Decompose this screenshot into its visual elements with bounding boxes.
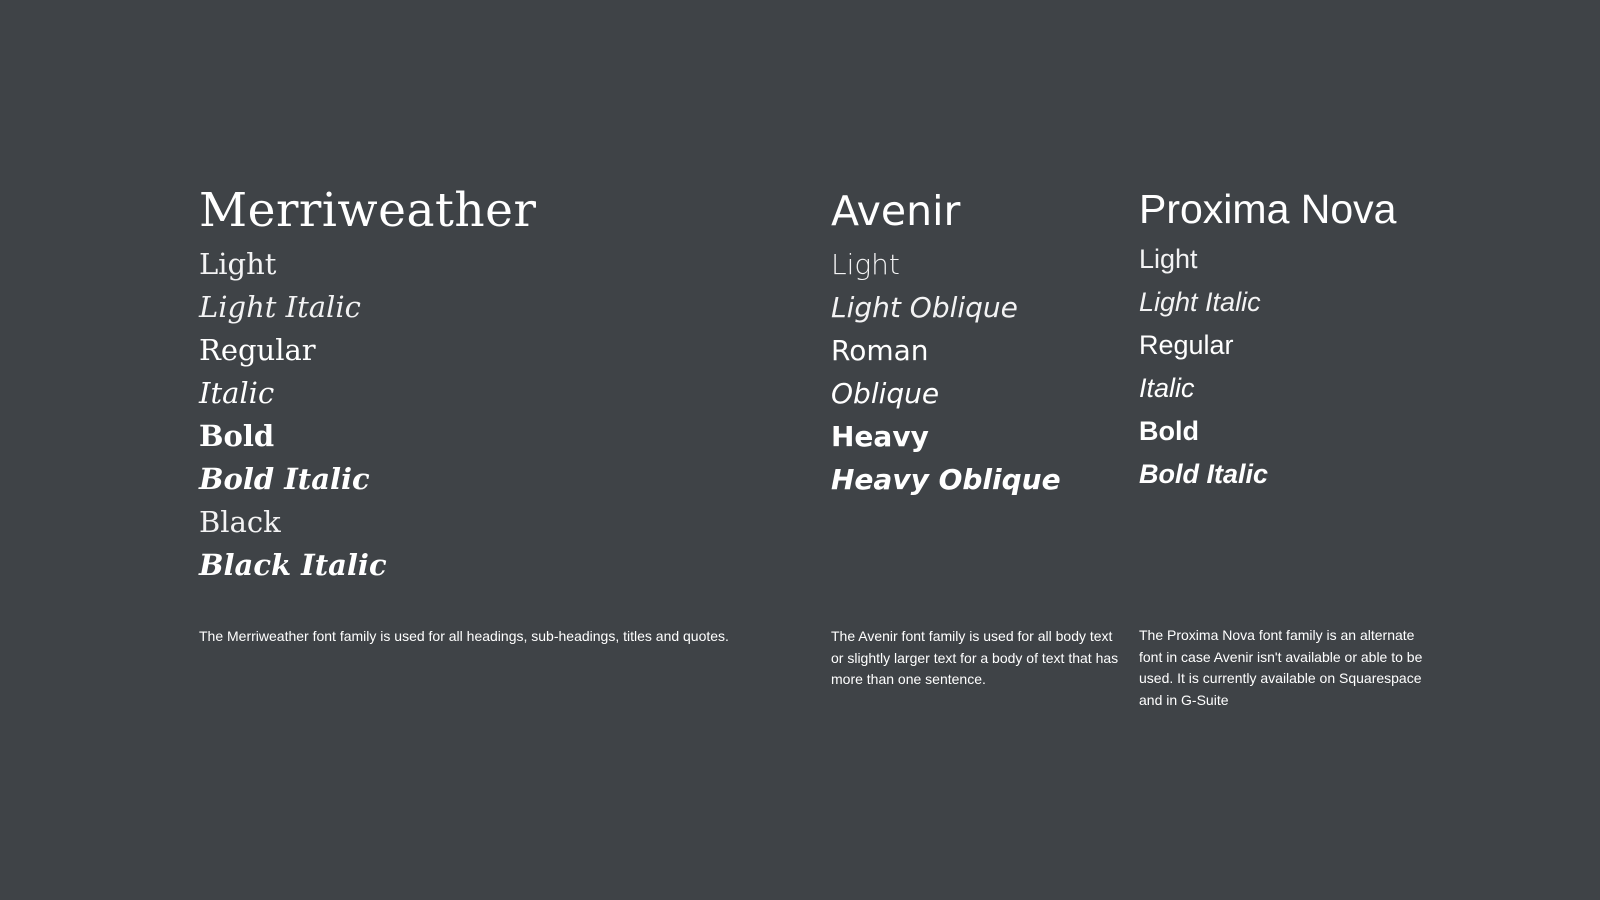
weight-sample-light: Light <box>831 248 900 281</box>
weight-sample-bold-italic: Bold Italic <box>1139 459 1269 489</box>
font-family-title: Avenir <box>831 187 961 235</box>
weight-sample-regular: Regular <box>1139 330 1234 360</box>
weight-sample-light: Light <box>1139 244 1198 274</box>
weight-sample-bold: Bold <box>199 419 275 453</box>
weight-sample-regular: Regular <box>199 333 316 367</box>
weight-sample-italic: Italic <box>1139 373 1195 403</box>
weight-sample-bold-italic: Bold Italic <box>199 462 370 496</box>
font-column-avenir <box>831 182 1121 501</box>
weight-sample-heavy: Heavy <box>831 420 929 453</box>
font-description-merriweather: The Merriweather font family is used for all headings, sub-headings, titles and quotes. <box>199 628 729 644</box>
weight-sample-black: Black <box>199 505 281 539</box>
font-family-title: Proxima Nova <box>1139 186 1397 232</box>
font-description-avenir: The Avenir font family is used for all body text or slightly larger text for a body of text that has more than one sentence. <box>831 628 1119 687</box>
weight-sample-oblique: Oblique <box>831 377 940 410</box>
weight-sample-light: Light <box>199 247 277 281</box>
font-column-merriweather <box>199 182 799 587</box>
weight-sample-bold: Bold <box>1139 416 1199 446</box>
font-weight-list <box>1139 238 1439 496</box>
weight-sample-italic: Italic <box>199 376 275 410</box>
weight-sample-light-oblique: Light Oblique <box>831 291 1018 324</box>
weight-sample-roman: Roman <box>831 334 929 367</box>
font-family-title: Merriweather <box>199 183 537 238</box>
weight-sample-light-italic: Light Italic <box>199 290 361 324</box>
weight-sample-light-italic: Light Italic <box>1139 287 1261 317</box>
weight-sample-heavy-oblique: Heavy Oblique <box>831 463 1061 496</box>
font-weight-list <box>831 243 1121 501</box>
weight-sample-black-italic: Black Italic <box>199 548 387 582</box>
font-column-proxima-nova <box>1139 180 1439 496</box>
font-description-proxima-nova: The Proxima Nova font family is an alternate font in case Avenir isn't available or able to be used. It is currently available on Squarespace and in G-Suite <box>1139 627 1423 708</box>
font-weight-list <box>199 243 799 587</box>
